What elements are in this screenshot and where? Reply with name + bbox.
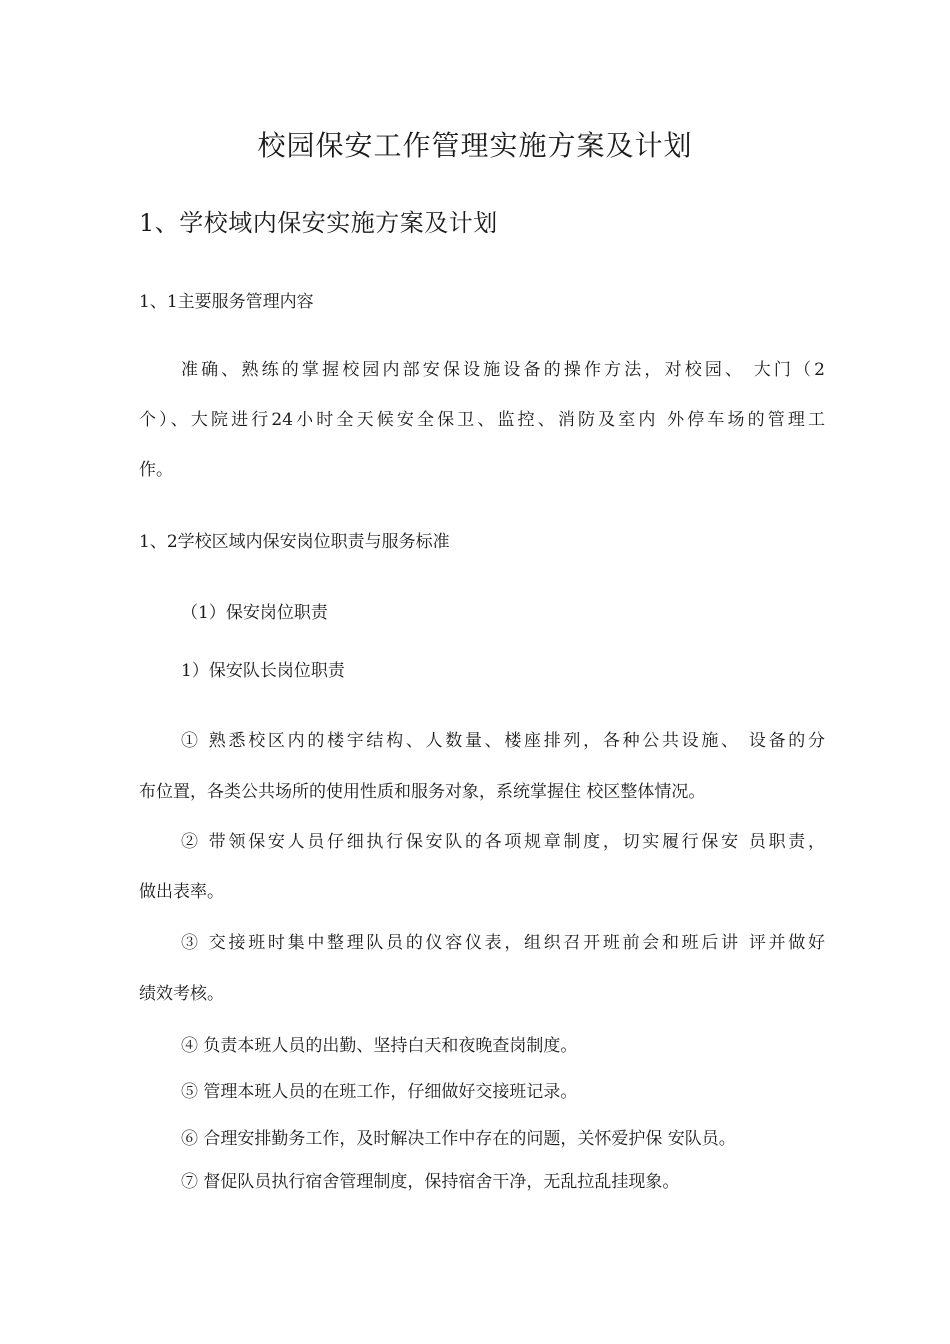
paragraph-line: 作。 [139, 460, 173, 480]
list-item: ⑥ 合理安排勤务工作，及时解决工作中存在的问题，关怀爱护保 安队员。 [181, 1129, 736, 1149]
list-item-continuation: 布位置，各类公共场所的使用性质和服务对象，系统掌握住 校区整体情况。 [139, 782, 706, 802]
section-1-1-heading: 1、1主要服务管理内容 [139, 292, 314, 312]
section-1-heading: 1、学校域内保安实施方案及计划 [139, 209, 498, 237]
subsection-heading: 1）保安队长岗位职责 [181, 661, 345, 681]
list-item: ② 带领保安人员仔细执行保安队的各项规章制度，切实履行保安 员职责， [181, 832, 825, 852]
list-item: ① 熟悉校区内的楼宇结构、人数量、楼座排列，各种公共设施、 设备的分 [181, 731, 825, 751]
list-item: ③ 交接班时集中整理队员的仪容仪表，组织召开班前会和班后讲 评并做好 [181, 933, 825, 953]
list-item-continuation: 绩效考核。 [139, 984, 224, 1004]
list-item: ⑤ 管理本班人员的在班工作，仔细做好交接班记录。 [181, 1082, 578, 1102]
paragraph-line: 个）、大院进行24小时全天候安全保卫、监控、消防及室内 外停车场的管理工 [139, 410, 825, 430]
section-1-2-heading: 1、2学校区域内保安岗位职责与服务标准 [139, 532, 450, 552]
list-item: ⑦ 督促队员执行宿舍管理制度，保持宿舍干净，无乱拉乱挂现象。 [181, 1172, 680, 1192]
list-item: ④ 负责本班人员的出勤、坚持白天和夜晚查岗制度。 [181, 1036, 578, 1056]
document-title: 校园保安工作管理实施方案及计划 [257, 129, 693, 162]
paragraph-line: 准确、熟练的掌握校园内部安保设施设备的操作方法，对校园、 大门（2 [181, 360, 825, 380]
list-item-continuation: 做出表率。 [139, 882, 224, 902]
subsection-heading: （1）保安岗位职责 [181, 603, 328, 623]
